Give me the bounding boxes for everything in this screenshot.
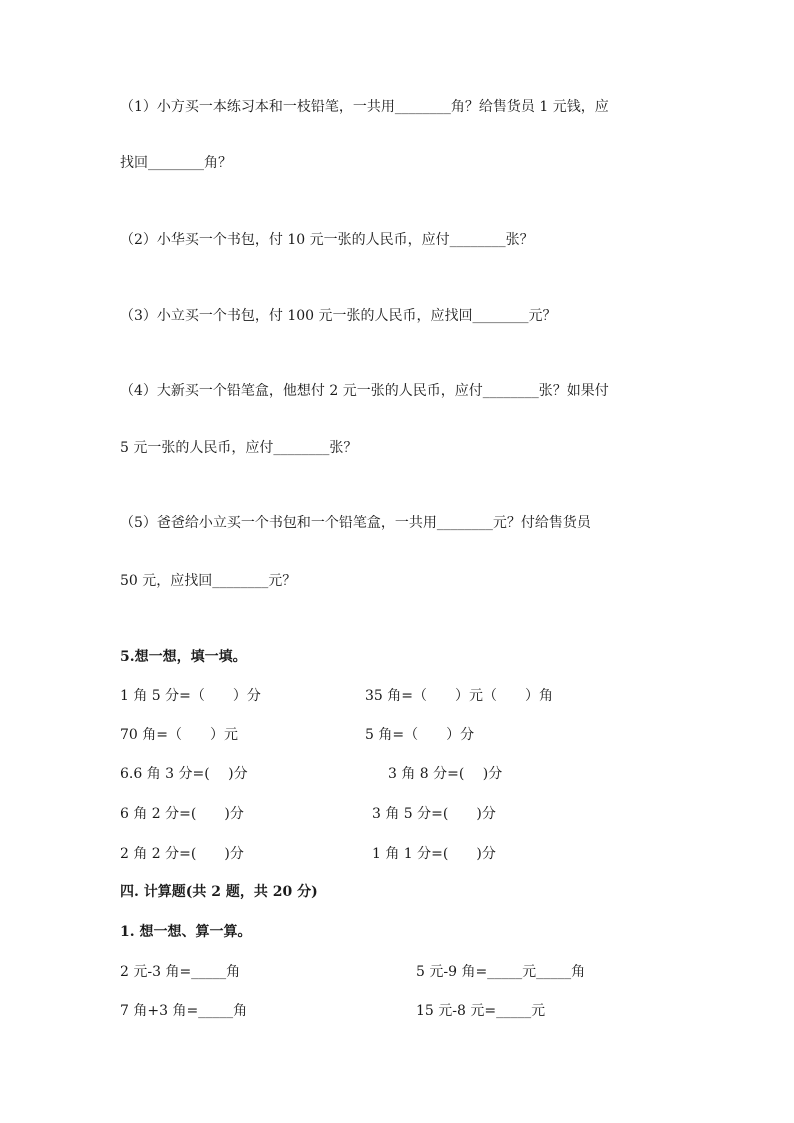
calc-row-2-left: 7 角+3 角=_____角: [120, 1003, 248, 1019]
q6-row-3-left: 2 角 2 分=( )分: [120, 846, 244, 862]
calc-row-1-right: 5 元-9 角=_____元_____角: [416, 964, 586, 980]
calc-row-1-left: 2 元-3 角=_____角: [120, 964, 241, 980]
q5-heading: 5.想一想，填一填。: [120, 649, 247, 665]
calc-row-2-right: 15 元-8 元=_____元: [416, 1003, 546, 1019]
part-2-line-1: （2）小华买一个书包，付 10 元一张的人民币，应付________张？: [120, 232, 534, 248]
section-4-heading: 四. 计算题(共 2 题，共 20 分): [120, 884, 318, 900]
q6-row-1-right: 3 角 8 分=( )分: [388, 766, 503, 782]
part-1-line-1: （1）小方买一本练习本和一枝铅笔，一共用________角？给售货员 1 元钱，应: [120, 99, 609, 115]
section-4-q1-heading: 1. 想一想、算一算。: [120, 924, 252, 940]
q6-row-2-right: 3 角 5 分=( )分: [372, 806, 496, 822]
part-3-line-1: （3）小立买一个书包，付 100 元一张的人民币，应找回________元？: [120, 308, 557, 324]
part-1-line-2: 找回________角？: [120, 155, 232, 171]
part-4-line-2: 5 元一张的人民币，应付________张？: [120, 440, 358, 456]
q5-row-2-left: 70 角=（ ）元: [120, 727, 238, 743]
part-4-line-1: （4）大新买一个铅笔盒，他想付 2 元一张的人民币，应付________张？如果付: [120, 383, 609, 399]
q6-row-3-right: 1 角 1 分=( )分: [372, 846, 496, 862]
q5-row-1-right: 35 角=（ ）元（ ）角: [365, 688, 553, 704]
q5-row-1-left: 1 角 5 分=（ ）分: [120, 688, 261, 704]
q6-row-2-left: 6 角 2 分=( )分: [120, 806, 244, 822]
q5-row-2-right: 5 角=（ ）分: [365, 727, 475, 743]
q6-row-1-left: 6.6 角 3 分=( )分: [120, 766, 248, 782]
part-5-line-1: （5）爸爸给小立买一个书包和一个铅笔盒，一共用________元？付给售货员: [120, 515, 591, 531]
part-5-line-2: 50 元，应找回________元？: [120, 573, 297, 589]
